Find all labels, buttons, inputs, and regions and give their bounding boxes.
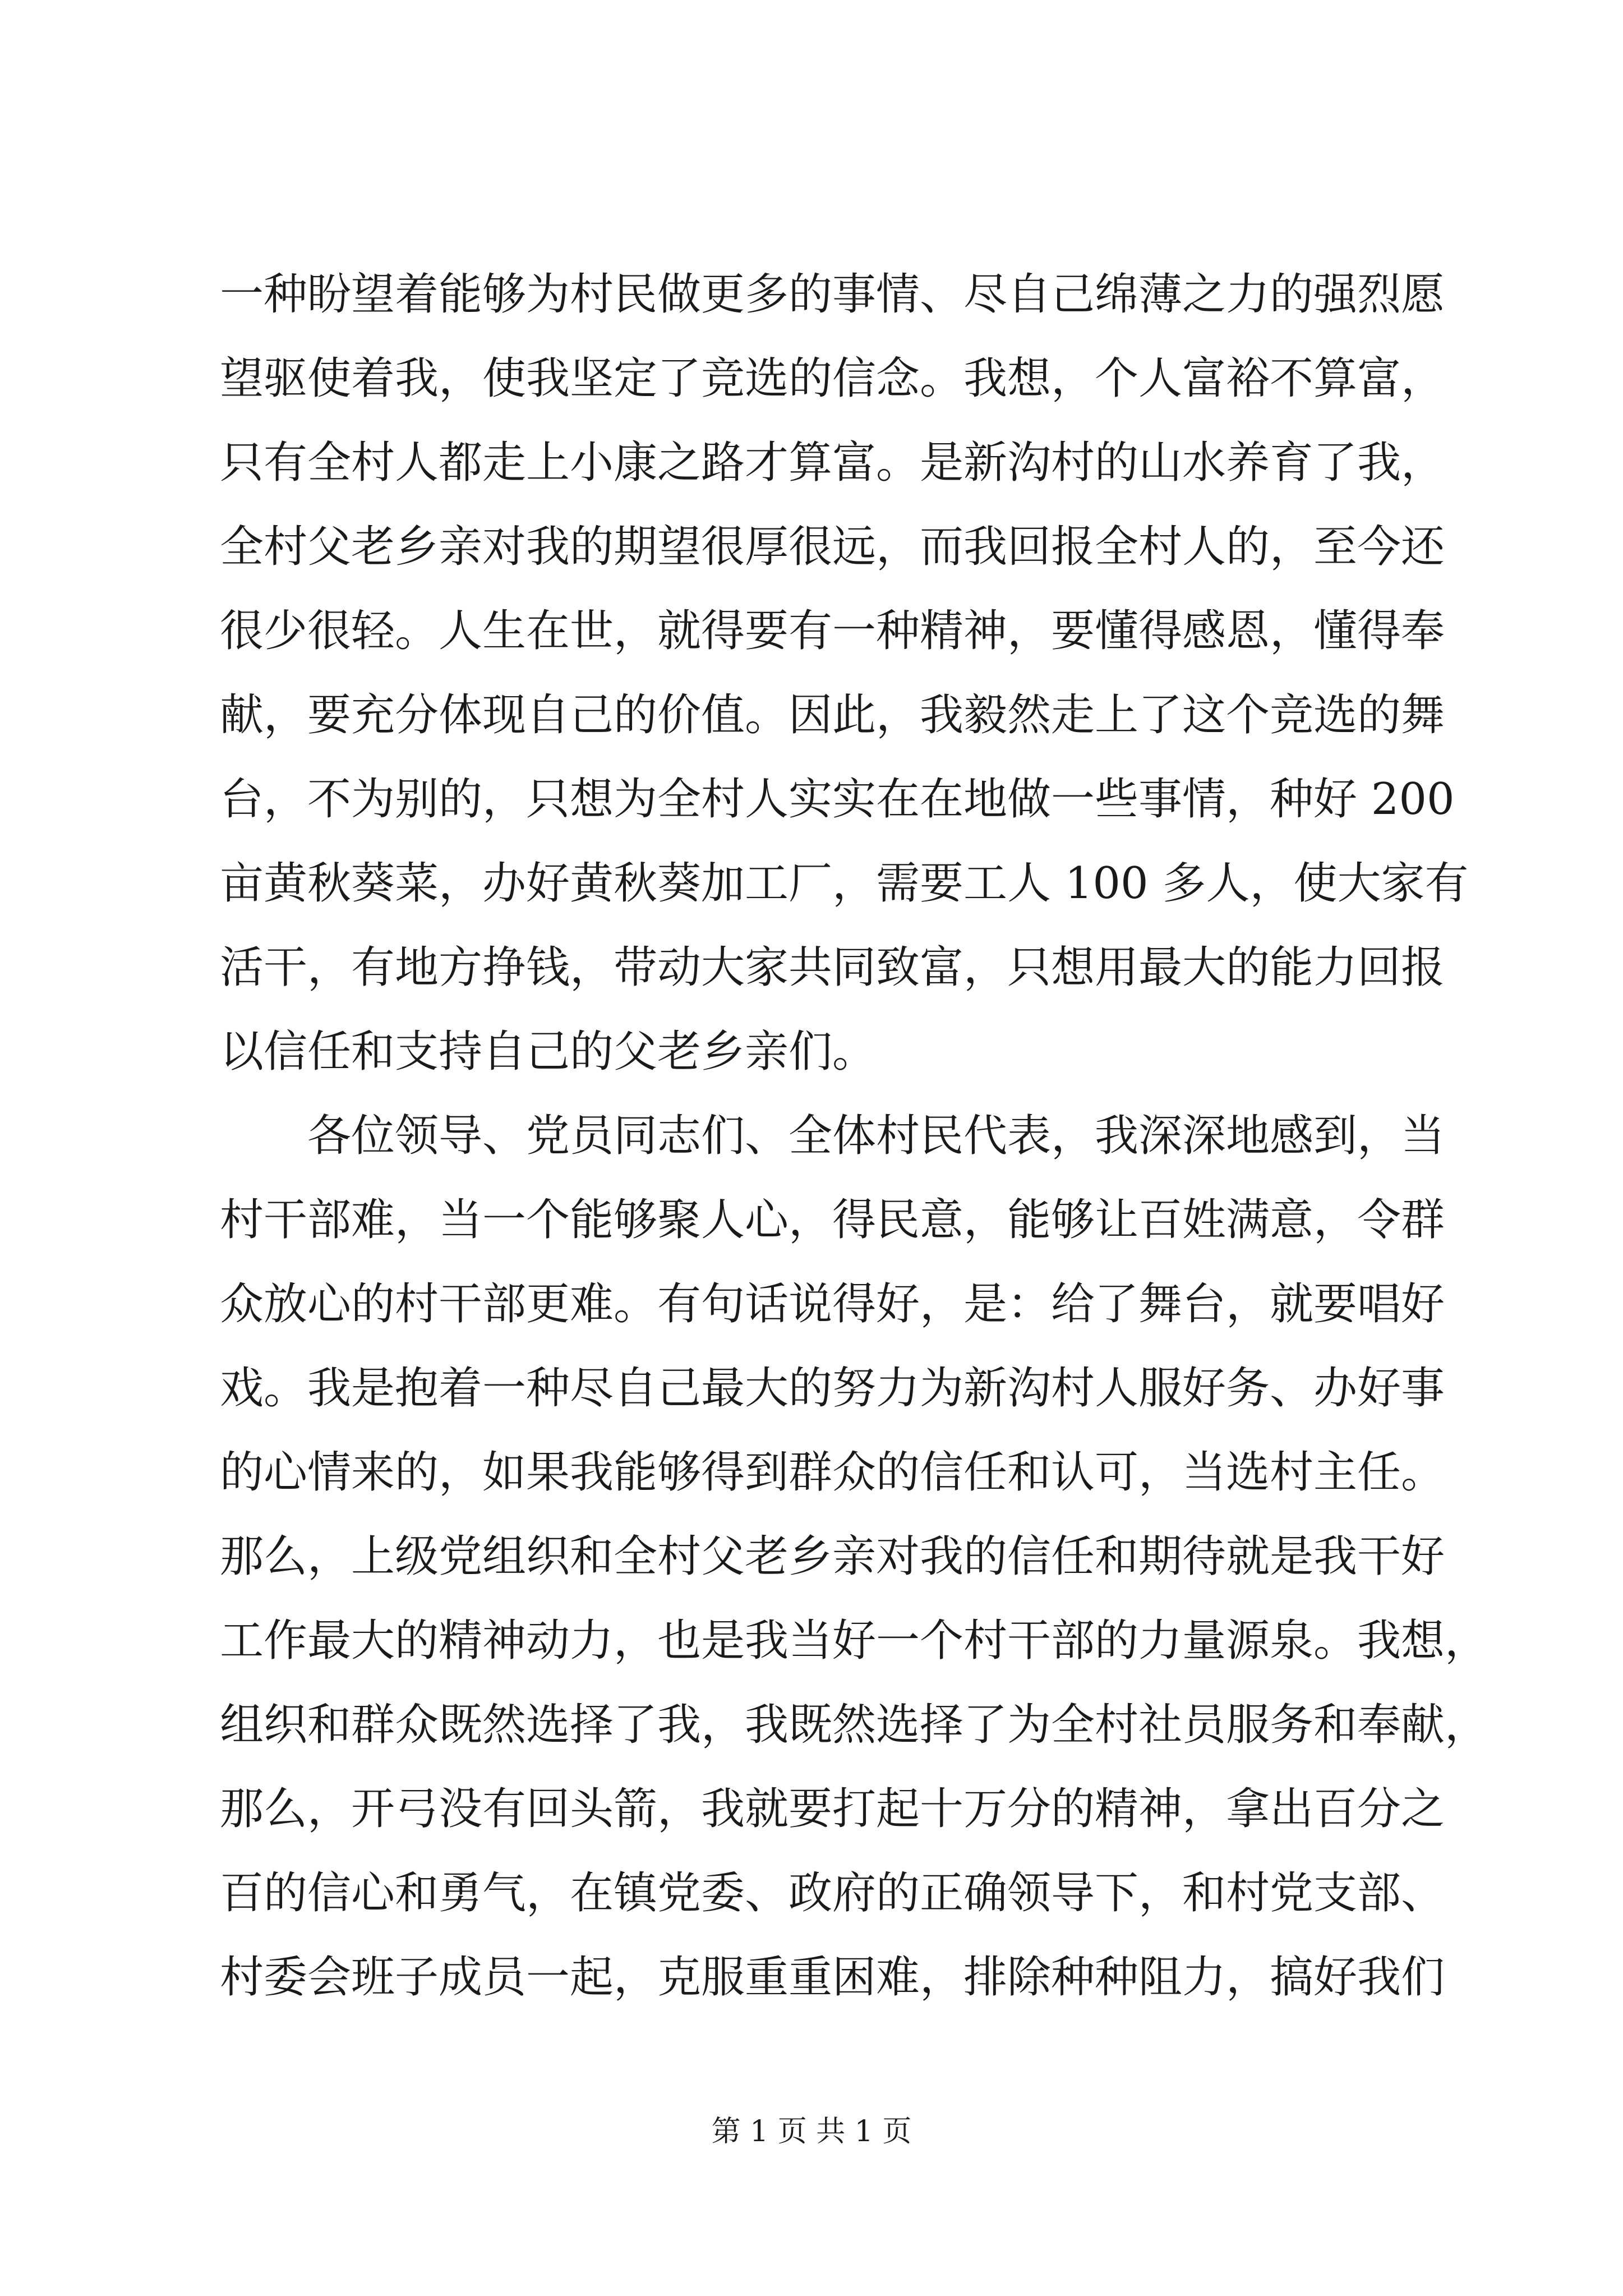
text-line: 众放心的村干部更难。有句话说得好，是：给了舞台，就要唱好	[220, 1279, 1445, 1329]
text-line: 百的信心和勇气，在镇党委、政府的正确领导下，和村党支部、	[220, 1868, 1445, 1918]
text-line: 那么，开弓没有回头箭，我就要打起十万分的精神，拿出百分之	[220, 1784, 1445, 1834]
text-line: 的心情来的，如果我能够得到群众的信任和认可，当选村主任。	[220, 1447, 1445, 1498]
paragraph-2	[220, 1094, 1489, 2019]
text-line: 工作最大的精神动力，也是我当好一个村干部的力量源泉。我想，	[220, 1616, 1489, 1666]
text-line: 亩黄秋葵菜，办好黄秋葵加工厂，需要工人 100 多人，使大家有	[220, 858, 1469, 909]
text-line: 很少很轻。人生在世，就得要有一种精神，要懂得感恩，懂得奉	[220, 606, 1445, 656]
text-line: 村委会班子成员一起，克服重重困难，排除种种阻力，搞好我们	[220, 1952, 1445, 2003]
text-line: 各位领导、党员同志们、全体村民代表，我深深地感到，当	[307, 1111, 1445, 1161]
text-line: 戏。我是抱着一种尽自己最大的努力为新沟村人服好务、办好事	[220, 1363, 1445, 1414]
text-line: 一种盼望着能够为村民做更多的事情、尽自己绵薄之力的强烈愿	[220, 269, 1445, 320]
text-line: 望驱使着我，使我坚定了竞选的信念。我想，个人富裕不算富，	[220, 353, 1445, 404]
text-line: 组织和群众既然选择了我，我既然选择了为全村社员服务和奉献，	[220, 1700, 1489, 1750]
text-line: 只有全村人都走上小康之路才算富。是新沟村的山水养育了我，	[220, 438, 1445, 488]
text-line: 全村父老乡亲对我的期望很厚很远，而我回报全村人的，至今还	[220, 522, 1445, 572]
text-line: 以信任和支持自己的父老乡亲们。	[220, 1027, 877, 1077]
page-footer	[0, 2112, 1623, 2151]
text-line: 村干部难，当一个能够聚人心，得民意，能够让百姓满意，令群	[220, 1195, 1445, 1245]
page-number-label: 第 1 页 共 1 页	[711, 2115, 912, 2148]
text-line: 献，要充分体现自己的价值。因此，我毅然走上了这个竞选的舞	[220, 690, 1445, 740]
text-line: 台，不为别的，只想为全村人实实在在地做一些事情，种好 200	[220, 774, 1455, 825]
text-line: 那么，上级党组织和全村父老乡亲对我的信任和期待就是我干好	[220, 1531, 1445, 1582]
document-body	[220, 252, 1489, 2019]
text-line: 活干，有地方挣钱，带动大家共同致富，只想用最大的能力回报	[220, 942, 1445, 993]
paragraph-1	[220, 252, 1469, 1094]
